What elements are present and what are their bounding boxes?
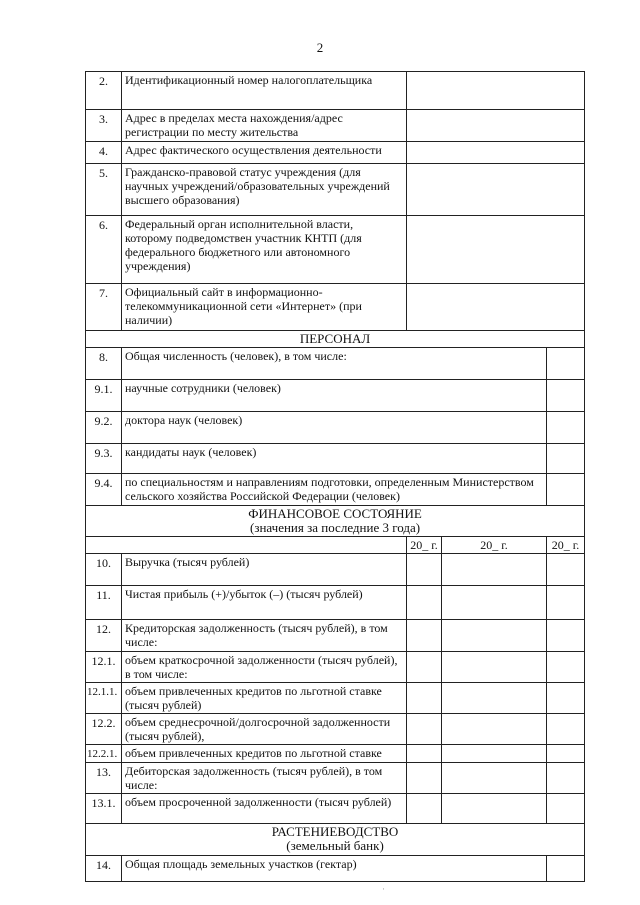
- table-row: [86, 856, 585, 882]
- table-row: [86, 444, 585, 474]
- row-number: 9.4.: [86, 474, 122, 506]
- row-label: объем краткосрочной задолженности (тысяч рублей), в том числе:: [122, 652, 407, 683]
- year-header-2[interactable]: 20_ г.: [442, 537, 547, 554]
- value-cell[interactable]: [407, 72, 585, 110]
- row-number: 2.: [86, 72, 122, 110]
- value-cell-year-1[interactable]: [407, 652, 442, 683]
- value-cell-year-1[interactable]: [407, 745, 442, 763]
- years-header-spacer: [86, 537, 407, 554]
- value-cell-year-3[interactable]: [547, 794, 585, 824]
- row-number: 8.: [86, 348, 122, 380]
- value-cell[interactable]: [407, 284, 585, 331]
- row-number: 9.3.: [86, 444, 122, 474]
- value-cell[interactable]: [547, 380, 585, 412]
- value-cell-year-2[interactable]: [442, 620, 547, 652]
- row-label: Идентификационный номер налогоплательщика: [122, 72, 407, 110]
- value-cell-year-1[interactable]: [407, 554, 442, 586]
- value-cell-year-2[interactable]: [442, 683, 547, 714]
- value-cell[interactable]: [547, 856, 585, 882]
- value-cell[interactable]: [407, 142, 585, 164]
- value-cell-year-1[interactable]: [407, 683, 442, 714]
- value-cell[interactable]: [407, 110, 585, 142]
- value-cell-year-3[interactable]: [547, 620, 585, 652]
- row-number: 7.: [86, 284, 122, 331]
- row-number: 3.: [86, 110, 122, 142]
- value-cell-year-3[interactable]: [547, 586, 585, 620]
- table-row: [86, 72, 585, 110]
- section-header-row: [86, 824, 585, 856]
- table-row: [86, 763, 585, 794]
- section-header-row: [86, 331, 585, 348]
- table-row: [86, 554, 585, 586]
- value-cell-year-2[interactable]: [442, 714, 547, 745]
- row-label: научные сотрудники (человек): [122, 380, 547, 412]
- table-row: [86, 348, 585, 380]
- value-cell-year-3[interactable]: [547, 714, 585, 745]
- value-cell-year-1[interactable]: [407, 794, 442, 824]
- table-row: [86, 714, 585, 745]
- table-row: [86, 164, 585, 216]
- value-cell-year-2[interactable]: [442, 745, 547, 763]
- form-table-wrapper: [85, 71, 584, 882]
- value-cell-year-3[interactable]: [547, 763, 585, 794]
- row-label: Федеральный орган исполнительной власти, которому подведомствен участник КНТП (для федерального бюджетного или автономного учреждения): [122, 216, 407, 284]
- value-cell-year-2[interactable]: [442, 586, 547, 620]
- row-number: 12.2.1.: [86, 745, 122, 763]
- value-cell-year-3[interactable]: [547, 683, 585, 714]
- section-header-row: [86, 506, 585, 537]
- scan-mark: ·: [382, 884, 385, 894]
- row-number: 9.1.: [86, 380, 122, 412]
- row-label: кандидаты наук (человек): [122, 444, 547, 474]
- row-number: 12.: [86, 620, 122, 652]
- value-cell-year-3[interactable]: [547, 554, 585, 586]
- row-number: 10.: [86, 554, 122, 586]
- year-header-1[interactable]: 20_ г.: [407, 537, 442, 554]
- page-number: 2: [316, 40, 324, 55]
- value-cell-year-1[interactable]: [407, 620, 442, 652]
- value-cell-year-3[interactable]: [547, 652, 585, 683]
- table-row: [86, 380, 585, 412]
- value-cell[interactable]: [407, 216, 585, 284]
- row-label: Адрес в пределах места нахождения/адрес регистрации по месту жительства: [122, 110, 407, 142]
- row-label: Адрес фактического осуществления деятельности: [122, 142, 407, 164]
- section-title-finance: ФИНАНСОВОЕ СОСТОЯНИЕ: [248, 506, 422, 521]
- value-cell-year-3[interactable]: [547, 745, 585, 763]
- row-label: Выручка (тысяч рублей): [122, 554, 407, 586]
- section-title-personnel: ПЕРСОНАЛ: [86, 331, 585, 348]
- row-label: Общая численность (человек), в том числе:: [122, 348, 547, 380]
- table-row: [86, 620, 585, 652]
- value-cell-year-1[interactable]: [407, 763, 442, 794]
- value-cell[interactable]: [547, 474, 585, 506]
- section-header-finance: [86, 506, 585, 537]
- table-row: [86, 284, 585, 331]
- value-cell[interactable]: [407, 164, 585, 216]
- row-label: доктора наук (человек): [122, 412, 547, 444]
- table-row: [86, 586, 585, 620]
- row-label: Дебиторская задолженность (тысяч рублей), в том числе:: [122, 763, 407, 794]
- row-label: Чистая прибыль (+)/убыток (–) (тысяч рублей): [122, 586, 407, 620]
- table-row: [86, 745, 585, 763]
- value-cell-year-2[interactable]: [442, 763, 547, 794]
- form-table: [85, 71, 585, 882]
- row-number: 13.1.: [86, 794, 122, 824]
- row-number: 6.: [86, 216, 122, 284]
- value-cell-year-2[interactable]: [442, 652, 547, 683]
- row-label: Официальный сайт в информационно-телекоммуникационной сети «Интернет» (при наличии): [122, 284, 407, 331]
- row-number: 12.1.1.: [86, 683, 122, 714]
- value-cell[interactable]: [547, 412, 585, 444]
- year-header-3[interactable]: 20_ г.: [547, 537, 585, 554]
- row-number: 5.: [86, 164, 122, 216]
- row-number: 4.: [86, 142, 122, 164]
- row-number: 11.: [86, 586, 122, 620]
- section-header-crop: [86, 824, 585, 856]
- table-row: [86, 216, 585, 284]
- value-cell[interactable]: [547, 348, 585, 380]
- row-label: по специальностям и направлениям подготовки, определенным Министерством сельского хозяйства Российской Федерации (человек): [122, 474, 547, 506]
- row-label: объем среднесрочной/долгосрочной задолженности (тысяч рублей),: [122, 714, 407, 745]
- table-row: [86, 412, 585, 444]
- row-label: объем привлеченных кредитов по льготной ставке (тысяч рублей): [122, 683, 407, 714]
- value-cell-year-1[interactable]: [407, 714, 442, 745]
- section-title-crop: РАСТЕНИЕВОДСТВО: [271, 824, 399, 839]
- years-header-row: [86, 537, 585, 554]
- row-label: объем привлеченных кредитов по льготной ставке: [122, 745, 407, 763]
- value-cell-year-2[interactable]: [442, 554, 547, 586]
- table-row: [86, 142, 585, 164]
- row-number: 12.1.: [86, 652, 122, 683]
- section-subtitle-crop: (земельный банк): [286, 838, 384, 853]
- value-cell-year-2[interactable]: [442, 794, 547, 824]
- table-row: [86, 683, 585, 714]
- table-row: [86, 652, 585, 683]
- table-row: [86, 110, 585, 142]
- value-cell-year-1[interactable]: [407, 586, 442, 620]
- row-number: 14.: [86, 856, 122, 882]
- row-label: объем просроченной задолженности (тысяч рублей): [122, 794, 407, 824]
- row-label: Гражданско-правовой статус учреждения (для научных учреждений/образовательных учреждений высшего образования): [122, 164, 407, 216]
- row-label: Кредиторская задолженность (тысяч рублей), в том числе:: [122, 620, 407, 652]
- table-row: [86, 474, 585, 506]
- section-subtitle-finance: (значения за последние 3 года): [250, 520, 421, 535]
- row-number: 13.: [86, 763, 122, 794]
- value-cell[interactable]: [547, 444, 585, 474]
- table-row: [86, 794, 585, 824]
- row-label: Общая площадь земельных участков (гектар): [122, 856, 547, 882]
- row-number: 12.2.: [86, 714, 122, 745]
- row-number: 9.2.: [86, 412, 122, 444]
